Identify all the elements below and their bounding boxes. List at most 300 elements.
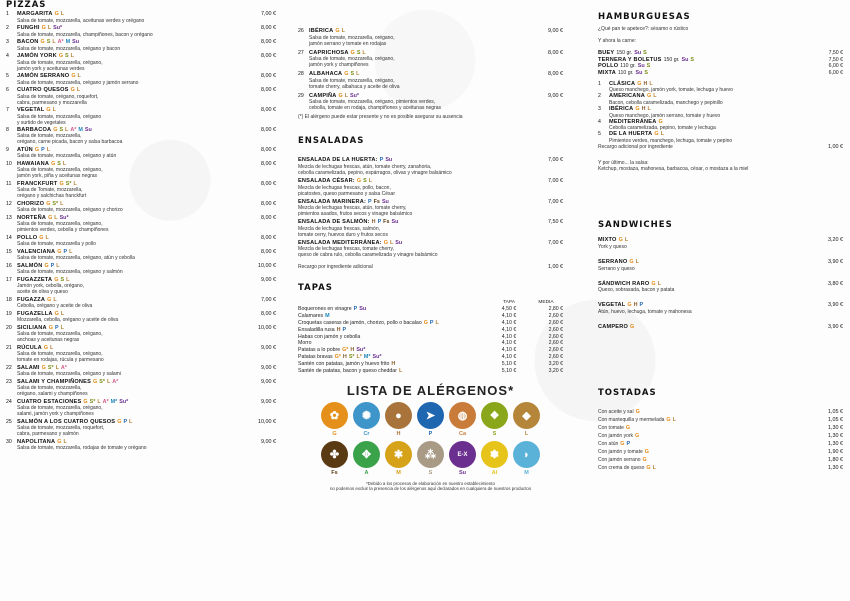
- tostada-name: Con mantequilla y mermelada: [598, 417, 665, 424]
- sandwich-item: [598, 259, 843, 272]
- allergen-code: S: [646, 63, 651, 70]
- ensalada-price: 7,00 €: [548, 157, 563, 164]
- allergen-code: G: [41, 24, 46, 31]
- tostada-name: Con jamón y tomate: [598, 448, 643, 455]
- sandwich-name: VEGETAL: [598, 302, 626, 309]
- pizza-number: 22: [6, 364, 12, 371]
- allergen-code: Su: [84, 126, 92, 133]
- pizza-name: NAPOLITANA: [17, 438, 56, 445]
- milk-icon: ◆: [513, 402, 540, 429]
- sandwich-description: Serrano y queso: [598, 265, 635, 272]
- allergen-code: G: [54, 310, 59, 317]
- pizza-description: Salsa de tomate, mozzarella, orégano,: [17, 405, 103, 412]
- allergen-code: M: [325, 312, 330, 319]
- tostada-row: [598, 465, 843, 473]
- allergen-code: P: [368, 198, 372, 205]
- pizza-item: [298, 93, 563, 112]
- carne-price: 7,50 €: [828, 56, 843, 63]
- pizza-description: tomate cherry, albahaca y aceite de oliva: [309, 83, 400, 90]
- allergen-code: Su: [391, 219, 399, 226]
- sandwich-price: 3,80 €: [828, 280, 843, 287]
- media-price: 3,20 €: [548, 361, 563, 368]
- media-price: 2,60 €: [548, 347, 563, 354]
- wheat-icon: ✿: [321, 402, 348, 429]
- pizza-number: 26: [298, 28, 304, 34]
- mollusc-icon: ◗: [513, 441, 540, 468]
- pizza-row: [298, 71, 563, 78]
- pizza-row: [298, 50, 563, 57]
- tapa-price: 5,10 €: [501, 361, 517, 368]
- sandwich-description: York y queso: [598, 243, 627, 250]
- tostada-price: 1,80 €: [828, 456, 843, 463]
- hamburguesa-type-row: [598, 81, 843, 88]
- allergen-code: S: [356, 49, 361, 56]
- pizza-price: 8,00 €: [261, 200, 276, 207]
- pizza-description: orégano, salami y champiñones: [17, 391, 88, 398]
- pizza-item: [6, 249, 276, 262]
- allergen-code: G: [34, 146, 40, 153]
- allergen-code: M*: [363, 354, 371, 361]
- pizza-name: MARGARITA: [17, 11, 53, 17]
- sandwich-description: Atún, huevo, lechuga, tomate y mahonesa: [598, 308, 692, 315]
- carne-price: 6,00 €: [828, 63, 843, 70]
- pizza-name: SICILIANA: [17, 324, 47, 331]
- allergen-code: S*: [47, 364, 54, 371]
- allergen-item: [417, 441, 444, 476]
- pizza-description: Salsa de tomate, mozzarella, orégano,: [17, 351, 103, 358]
- tostadas-title: TOSTADAS: [598, 388, 657, 399]
- pizza-description: Salsa de tomate, mozzarella, rodajas de tomate y orégano: [17, 445, 147, 452]
- allergen-code: L: [73, 180, 77, 187]
- hamburguesa-description: Bacon, cebolla caramelizada, manchego y pepinillo: [609, 100, 723, 106]
- allergen-code: H: [391, 361, 396, 368]
- hamburguesa-name: MEDITERRÁNEA: [609, 118, 657, 125]
- allergen-code: L: [56, 262, 60, 269]
- allergen-code: G: [646, 464, 651, 471]
- allergen-code: Su: [634, 50, 642, 56]
- allergen-code: H: [643, 80, 648, 87]
- pizza-number: 4: [6, 52, 9, 59]
- tapa-name: Santén con patatas, jamón y huevo frito: [298, 361, 390, 368]
- allergen-code: G: [630, 323, 635, 330]
- pizza-row: [6, 53, 276, 60]
- pizza-price: 8,00 €: [261, 146, 276, 153]
- pizza-name: NORTEÑA: [17, 214, 47, 221]
- allergen-code: L: [55, 364, 59, 371]
- pizza-number: 20: [6, 324, 12, 331]
- allergen-code: L: [660, 131, 664, 138]
- hamburguesa-description: Cebolla caramelizada, pepino, tomate y lechuga: [609, 125, 716, 132]
- pizza-row: [6, 73, 276, 80]
- pizza-item: [6, 311, 276, 324]
- pizza-item: [6, 215, 276, 234]
- allergen-item: [353, 402, 380, 437]
- pizza-description: jamón york y aceitunas verdes: [17, 65, 85, 72]
- pizza-price: 9,00 €: [261, 438, 276, 445]
- allergen-code: H: [633, 302, 638, 309]
- allergen-code: L: [341, 28, 345, 34]
- pizza-number: 8: [6, 126, 9, 133]
- sesame-icon: ⁂: [417, 441, 444, 468]
- sandwich-name: CAMPERO: [598, 323, 628, 330]
- ensalada-description: picatostes, queso parmesano y salsa César: [298, 190, 395, 197]
- carne-name: TERNERA Y BOLETUS: [598, 56, 662, 63]
- pizza-list-continued: [298, 28, 563, 111]
- allergen-code: L: [66, 276, 70, 283]
- tapas-title: TAPAS: [298, 282, 333, 293]
- hamburguesa-type-row: [598, 131, 843, 138]
- tostada-row: [598, 409, 843, 417]
- pizza-row: [298, 28, 563, 35]
- allergen-code: Su*: [356, 347, 366, 354]
- pizza-number: 1: [6, 11, 9, 17]
- pizza-number: 27: [298, 49, 304, 56]
- ensalada-item: [298, 219, 563, 238]
- allergen-code: Su*: [59, 214, 69, 221]
- pizza-name: SALMÓN A LOS CUATRO QUESOS: [17, 418, 116, 425]
- allergen-code: G: [637, 80, 642, 87]
- middle-column: [298, 0, 563, 491]
- sandwich-item: [598, 302, 843, 315]
- hamburguesa-description: Pimientos verdes, manchego, lechuga, tomate y pepino: [609, 137, 733, 144]
- hamburguesa-salsa-intro: Y por último... la salsa:: [598, 160, 649, 167]
- pizza-description: Salsa de tomate, mozzarella, orégano y bacon: [17, 45, 121, 52]
- allergen-code: G: [51, 160, 56, 167]
- pizza-price: 8,00 €: [261, 180, 276, 187]
- allergen-code: L: [65, 126, 69, 133]
- tapa-price: 4,10 €: [501, 312, 517, 319]
- allergen-code: G: [47, 296, 52, 303]
- tostada-row: [598, 433, 843, 441]
- tostada-price: 1,30 €: [828, 440, 843, 447]
- tapa-name: Habas con jamón y cebolla: [298, 333, 361, 340]
- pizza-description: Jamón york, cebolla, orégano,: [17, 283, 84, 290]
- ensalada-row: [298, 219, 563, 226]
- allergen-code: L: [362, 49, 366, 56]
- pizza-row: [6, 215, 276, 222]
- allergen-code: L: [368, 177, 372, 184]
- media-price: 2,60 €: [548, 319, 563, 326]
- allergen-code: A*: [70, 126, 77, 133]
- allergen-code: G: [350, 49, 355, 56]
- ensalada-price: 7,50 €: [548, 219, 563, 226]
- pizza-number: 6: [6, 86, 9, 93]
- pizza-price: 8,00 €: [261, 126, 276, 133]
- pizza-price: 8,00 €: [548, 49, 563, 56]
- sandwich-name: MIXTO: [598, 237, 617, 244]
- allergen-code: G: [54, 276, 59, 283]
- tostada-name: Con tomate: [598, 425, 624, 432]
- sandwich-row: [598, 302, 843, 309]
- pizza-name: JAMÓN YORK: [17, 52, 57, 59]
- pizza-description: Salsa de tomate, mozzarella, orégano,: [17, 167, 103, 174]
- pizza-number: 25: [6, 418, 12, 425]
- pizza-description: cebolla, tomate en rodaja, champiñones y aceitunas negras: [309, 105, 442, 112]
- media-price: 2,60 €: [548, 333, 563, 340]
- allergen-label: P: [428, 431, 433, 437]
- pizza-number: 9: [6, 146, 9, 153]
- allergen-code: P: [377, 219, 382, 226]
- pizza-number: 14: [6, 234, 12, 241]
- ensalada-extra-price: 1,00 €: [548, 264, 563, 271]
- allergen-footnote-line-2: no podemos excluir la presencia de los alérgenos aquí declarados en cualquiera de nuestros productos: [329, 486, 532, 492]
- pizza-row: [6, 127, 276, 134]
- allergen-code: S: [60, 276, 65, 283]
- allergen-item: [449, 441, 476, 476]
- pizza-item: [298, 50, 563, 69]
- allergen-item: [481, 441, 508, 476]
- ensalada-row: [298, 240, 563, 247]
- sandwich-row: [598, 324, 843, 331]
- ensalada-description: Mezcla de lechugas frescas, pollo, bacon,: [298, 184, 391, 191]
- allergen-code: G: [635, 433, 640, 440]
- allergen-code: L: [70, 52, 74, 59]
- allergen-code: Su*: [119, 398, 129, 405]
- allergen-code: L: [649, 80, 653, 87]
- media-price: 2,80 €: [548, 305, 563, 312]
- pizza-description: Salsa de tomate, mozzarella, orégano,: [17, 59, 103, 66]
- allergen-code: P: [353, 305, 358, 312]
- tostada-price: 1,30 €: [828, 433, 843, 440]
- pizza-row: [6, 277, 276, 284]
- pizza-name: CAPRICHOSA: [309, 49, 349, 56]
- hamburguesa-description: Queso manchego, jamón serrano, tomate y huevo: [609, 112, 721, 119]
- sandwich-name: SERRANO: [598, 258, 628, 265]
- tapas-list: [298, 306, 563, 375]
- allergen-code: Su*: [350, 92, 360, 99]
- tapa-name-cell: [298, 313, 489, 320]
- pizza-item: [6, 181, 276, 200]
- tapa-row: [298, 334, 563, 341]
- pizza-description: Mozzarella, cebolla, orégano y aceite de oliva: [17, 317, 119, 324]
- allergen-code: H: [350, 347, 355, 354]
- carne-row: [598, 63, 843, 70]
- ensalada-name: ENSALADA DE SALMÓN:: [298, 219, 370, 226]
- allergen-footnote: [298, 481, 563, 491]
- tapa-price: 4,10 €: [501, 319, 517, 326]
- pizza-name: FUGAZZETA: [17, 276, 53, 283]
- allergen-code: G: [41, 364, 46, 371]
- allergen-code: L: [53, 296, 57, 303]
- ensalada-row: [298, 199, 563, 206]
- pizza-row: [6, 439, 276, 446]
- pizza-description: Salsa de tomate, mozzarella y pollo: [17, 241, 96, 248]
- pizza-name: RÚCULA: [17, 344, 42, 351]
- allergen-code: G: [57, 438, 62, 445]
- pizza-name: ALBAHACA: [309, 71, 343, 78]
- pizza-item: [6, 263, 276, 276]
- pizza-name: FUGAZZA: [17, 296, 46, 303]
- allergen-code: L: [672, 417, 676, 424]
- allergen-code: G: [53, 126, 58, 133]
- pizza-row: [298, 93, 563, 100]
- pizza-item: [6, 87, 276, 106]
- pizza-name: HAWAIANA: [17, 160, 50, 167]
- pizza-number: 13: [6, 214, 12, 221]
- pizza-description: Salsa de tomate, mozzarella, orégano y salami: [17, 371, 121, 378]
- allergen-code: L: [60, 200, 64, 207]
- pizza-item: [6, 277, 276, 296]
- allergen-code: H: [336, 326, 341, 333]
- pizza-item: [6, 297, 276, 310]
- hamburguesa-type: [598, 93, 843, 106]
- allergen-code: H: [641, 106, 646, 112]
- carne-weight: 150 gr.: [616, 50, 633, 56]
- pizza-number: 3: [6, 38, 9, 45]
- pizza-item: [6, 25, 276, 38]
- media-price: 2,60 €: [548, 326, 563, 333]
- allergen-code: G: [658, 118, 663, 125]
- pizza-name: VALENCIANA: [17, 248, 56, 255]
- allergen-code: S*: [65, 180, 72, 187]
- hamburguesa-name: DE LA HUERTA: [609, 131, 653, 138]
- pizza-item: [6, 325, 276, 344]
- allergen-item: [513, 441, 540, 476]
- hamburguesa-type: [598, 106, 843, 119]
- ensalada-description: tomate cerry, huevos duro y frutos secos: [298, 231, 388, 238]
- allergen-code: Fs: [383, 219, 390, 226]
- pizza-number: 12: [6, 200, 12, 207]
- allergen-code: G: [54, 11, 59, 17]
- ensalada-description: Mezcla de lechugas frescas, salmón,: [298, 225, 380, 232]
- hamburguesa-type-row: [598, 106, 843, 113]
- pizza-description: Salsa de tomate, mozzarella, orégano,: [17, 331, 103, 338]
- allergen-label: S: [492, 431, 497, 437]
- pizza-row: [6, 345, 276, 352]
- hamburguesa-type: [598, 131, 843, 144]
- allergen-code: G: [39, 234, 44, 241]
- tostada-price: 1,05 €: [828, 417, 843, 424]
- allergen-code: G: [642, 456, 647, 463]
- pizza-name: BACON: [17, 38, 39, 45]
- allergen-code: G: [620, 440, 625, 447]
- allergen-code: L: [653, 93, 657, 100]
- allergen-code: G: [344, 71, 349, 78]
- hamburguesas-title: HAMBURGUESAS: [598, 12, 691, 22]
- tapa-name: Santén de patatas, bacon y queso cheddar: [298, 368, 397, 375]
- pizza-name: CUATRO ESTACIONES: [17, 398, 82, 405]
- allergen-item: [385, 402, 412, 437]
- carne-row: [598, 57, 843, 64]
- sandwich-description: Queso, sobrasada, bacon y patata: [598, 287, 675, 294]
- allergen-label: H: [396, 431, 401, 437]
- allergen-code: L: [46, 146, 51, 153]
- allergen-code: L: [47, 24, 52, 31]
- pizza-description: Salsa de tomate, mozzarella, orégano: [17, 113, 102, 120]
- allergen-code: L: [635, 258, 639, 265]
- pizza-number: 16: [6, 262, 12, 269]
- allergen-code: G: [635, 106, 640, 112]
- pizza-item: [6, 161, 276, 180]
- tapa-row: [298, 368, 563, 375]
- pizza-number: 28: [298, 71, 304, 78]
- allergen-code: Su: [395, 239, 403, 246]
- pizza-row: [6, 181, 276, 188]
- allergen-code: S: [350, 71, 355, 78]
- hamburguesa-extra-row: [598, 144, 843, 151]
- carne-name: BUEY: [598, 50, 615, 56]
- pizza-description: Salsa de Tomate, mozzarella,: [17, 187, 83, 194]
- allergen-code: G: [70, 86, 75, 93]
- peanut-icon: ◍: [449, 402, 476, 429]
- tapa-name-cell: [298, 361, 489, 368]
- carne-row: [598, 50, 843, 57]
- carne-name: MIXTA: [598, 70, 616, 77]
- tapa-name-cell: [298, 327, 489, 334]
- pizza-item: [6, 53, 276, 72]
- tapa-price: 4,10 €: [501, 347, 517, 354]
- tostada-name: Con aceite y sal: [598, 409, 634, 416]
- hamburguesa-number: 5: [598, 131, 601, 138]
- pizza-number: 18: [6, 296, 12, 303]
- ensalada-row: [298, 178, 563, 185]
- hamburguesa-type: [598, 81, 843, 94]
- pizza-item: [6, 379, 276, 398]
- hamburguesa-number: 3: [598, 106, 601, 112]
- pizza-number: 11: [6, 180, 12, 187]
- ensalada-row: [298, 157, 563, 164]
- allergen-row-2: [298, 441, 563, 476]
- pizza-item: [6, 127, 276, 146]
- tapa-name: Ensaladilla rusa: [298, 326, 335, 333]
- ensalada-extra-row: [298, 264, 563, 271]
- allergen-label: S: [428, 470, 433, 476]
- tapa-row: [298, 313, 563, 320]
- allergen-code: S*: [99, 378, 105, 385]
- allergen-code: Su: [381, 198, 389, 205]
- ensalada-name: ENSALADA CÉSAR:: [298, 177, 355, 184]
- allergen-code: L: [52, 38, 56, 45]
- tapas-col-tapa: TAPA: [503, 299, 515, 305]
- tapa-name-cell: [298, 306, 489, 313]
- allergen-code: G: [629, 258, 634, 265]
- sandwich-price: 3,90 €: [828, 302, 843, 309]
- pizza-price: 8,00 €: [261, 24, 276, 31]
- allergen-label: Fs: [331, 470, 338, 476]
- allergen-code: Su*: [372, 354, 382, 361]
- allergen-footnote-line-1: *Debido a los procesos de elaboración en nuestro establecimiento: [366, 481, 495, 486]
- allergen-code: G: [423, 319, 428, 326]
- carne-weight: 110 gr.: [620, 63, 636, 70]
- pizza-description: Salsa de tomate, mozzarella, orégano y chorizo: [17, 207, 123, 214]
- pizza-price: 8,00 €: [261, 160, 276, 167]
- pizza-number: 15: [6, 248, 12, 255]
- pizza-price: 9,00 €: [261, 398, 276, 405]
- pizza-description: salami, jamón york y champiñones: [17, 411, 94, 418]
- allergen-code: G: [48, 324, 53, 331]
- pizza-item: [6, 39, 276, 52]
- pizza-price: 8,00 €: [548, 71, 563, 78]
- pizza-item: [6, 147, 276, 160]
- pizza-item: [6, 235, 276, 248]
- pizza-row: [6, 399, 276, 406]
- hamburguesa-extra-label: Recargo adicional por ingrediente: [598, 143, 673, 150]
- hamburguesa-number: 4: [598, 118, 601, 125]
- pizza-description: orégano y salchichas franckfurt: [17, 193, 87, 200]
- pizza-price: 8,00 €: [261, 310, 276, 317]
- pizza-description: jamón york, piña y aceitunas negras: [17, 173, 98, 180]
- allergen-code: L: [657, 280, 661, 287]
- allergen-code: P: [41, 146, 45, 153]
- allergen-code: L: [652, 464, 656, 471]
- pizza-price: 8,00 €: [261, 86, 276, 93]
- pizza-item: [6, 439, 276, 452]
- right-column: [598, 0, 843, 473]
- pizza-price: 9,00 €: [548, 92, 563, 99]
- tapa-name: Boquerones en vinagre: [298, 305, 352, 312]
- tapa-price: 4,10 €: [501, 333, 517, 340]
- hamburguesa-name: CLÁSICA: [609, 80, 636, 87]
